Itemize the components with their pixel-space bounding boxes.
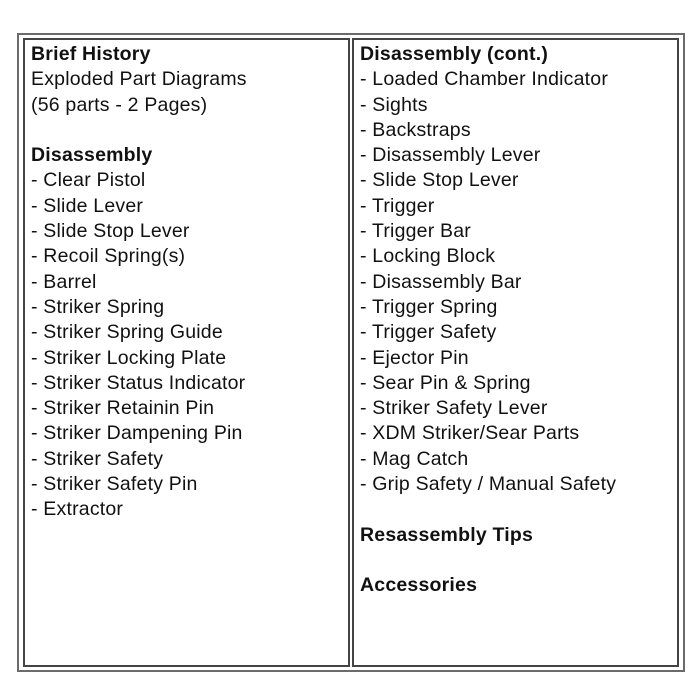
- list-item: - Striker Safety: [31, 447, 164, 470]
- spacer: [360, 548, 677, 573]
- list-item: - Striker Locking Plate: [31, 346, 227, 369]
- list-item: - Slide Stop Lever: [360, 169, 519, 192]
- resassembly-tips-heading: Resassembly Tips: [360, 523, 534, 546]
- brief-history-heading: Brief History: [31, 43, 151, 65]
- disassembly-heading: Disassembly: [31, 144, 153, 167]
- list-item: - Extractor: [31, 498, 124, 521]
- list-item: - Barrel: [31, 270, 97, 293]
- list-item: - Slide Stop Lever: [31, 220, 190, 243]
- list-item: - Striker Safety Pin: [31, 473, 198, 496]
- list-item: - Trigger Spring: [360, 295, 498, 318]
- intro-line: (56 parts - 2 Pages): [31, 93, 208, 116]
- list-item: - Striker Safety Lever: [360, 397, 548, 420]
- list-item: - Backstraps: [360, 118, 471, 141]
- list-item: - Recoil Spring(s): [31, 245, 186, 268]
- list-item: - Clear Pistol: [31, 169, 146, 192]
- disassembly-cont-heading: Disassembly (cont.): [360, 43, 549, 65]
- spacer: [360, 497, 677, 522]
- list-item: - Striker Dampening Pin: [31, 422, 243, 445]
- list-item: - Ejector Pin: [360, 346, 469, 369]
- list-item: - Striker Spring Guide: [31, 321, 223, 344]
- list-item: - Striker Status Indicator: [31, 371, 246, 394]
- list-item: - Mag Catch: [360, 447, 469, 470]
- list-item: - Sear Pin & Spring: [360, 371, 531, 394]
- list-item: - Grip Safety / Manual Safety: [360, 473, 617, 496]
- right-column: [352, 38, 679, 667]
- accessories-heading: Accessories: [360, 574, 478, 597]
- list-item: - Loaded Chamber Indicator: [360, 68, 609, 91]
- list-item: - XDM Striker/Sear Parts: [360, 422, 580, 445]
- list-item: - Striker Spring: [31, 295, 165, 318]
- list-item: - Locking Block: [360, 245, 496, 268]
- left-column: [23, 38, 350, 667]
- list-item: - Sights: [360, 93, 428, 116]
- list-item: - Slide Lever: [31, 194, 144, 217]
- list-item: - Trigger: [360, 194, 435, 217]
- list-item: - Trigger Safety: [360, 321, 497, 344]
- intro-line: Exploded Part Diagrams: [31, 68, 247, 91]
- list-item: - Disassembly Lever: [360, 144, 541, 167]
- list-item: - Striker Retainin Pin: [31, 397, 215, 420]
- list-item: - Trigger Bar: [360, 220, 471, 243]
- list-item: - Disassembly Bar: [360, 270, 522, 293]
- spacer: [31, 118, 348, 143]
